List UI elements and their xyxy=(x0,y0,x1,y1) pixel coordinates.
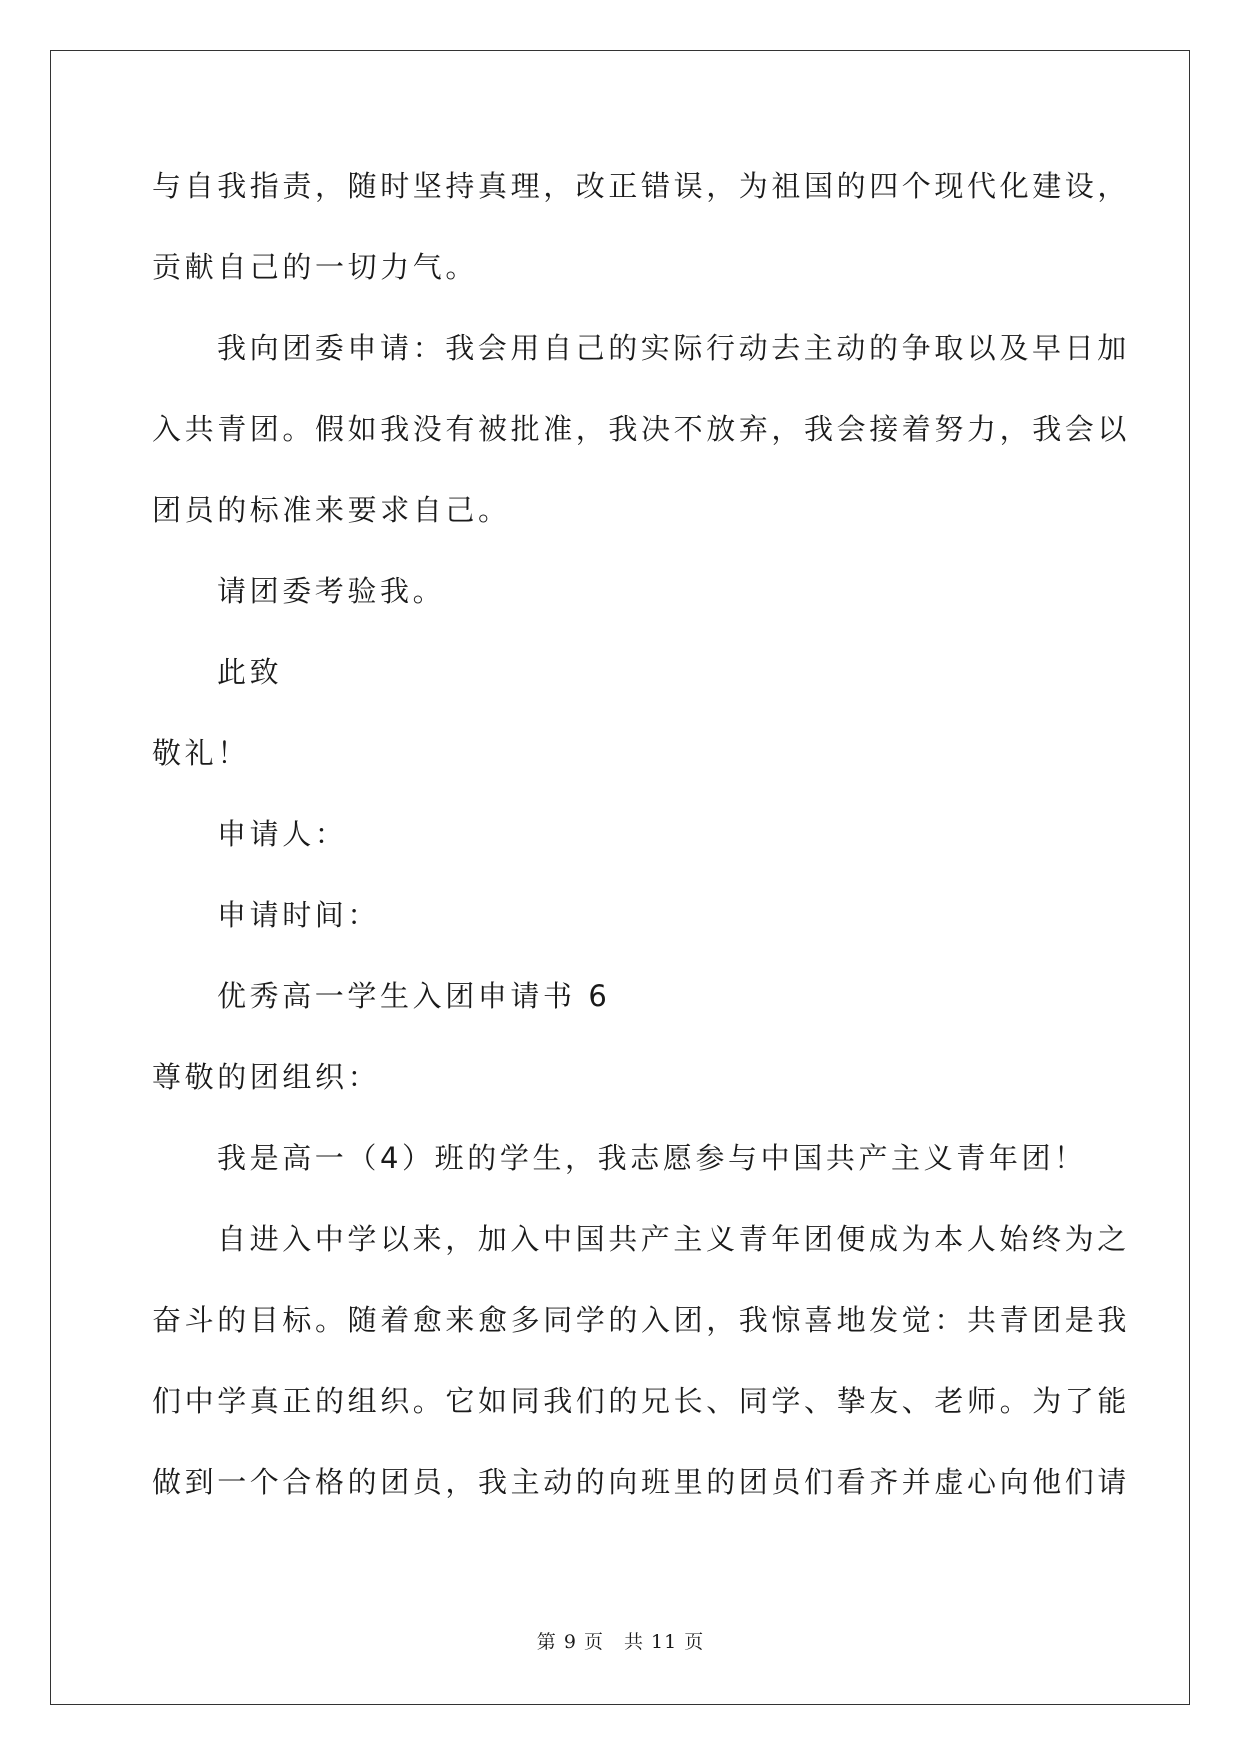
text-line: 奋斗的目标。随着愈来愈多同学的入团，我惊喜地发觉：共青团是我 xyxy=(152,1303,1131,1337)
text-line: 贡献自己的一切力气。 xyxy=(152,250,479,284)
document-body xyxy=(152,146,1131,1523)
text-line: 我是高一（4）班的学生，我志愿参与中国共产主义青年团！ xyxy=(217,1141,1087,1175)
text-line: 优秀高一学生入团申请书 6 xyxy=(217,979,611,1013)
text-line: 此致 xyxy=(217,655,283,689)
text-line: 敬礼！ xyxy=(152,736,250,770)
text-line: 入共青团。假如我没有被批准，我决不放弃，我会接着努力，我会以 xyxy=(152,412,1131,446)
text-line: 团员的标准来要求自己。 xyxy=(152,493,511,527)
text-line: 尊敬的团组织： xyxy=(152,1060,381,1094)
page-footer xyxy=(0,1627,1241,1654)
text-line: 们中学真正的组织。它如同我们的兄长、同学、挚友、老师。为了能 xyxy=(152,1384,1131,1418)
text-line: 申请人： xyxy=(217,817,348,851)
text-line: 我向团委申请：我会用自己的实际行动去主动的争取以及早日加 xyxy=(217,331,1130,365)
page-total: 共 11 页 xyxy=(623,1631,705,1653)
text-line: 请团委考验我。 xyxy=(217,574,446,608)
text-line: 做到一个合格的团员，我主动的向班里的团员们看齐并虚心向他们请 xyxy=(152,1465,1131,1499)
text-line: 自进入中学以来，加入中国共产主义青年团便成为本人始终为之 xyxy=(217,1222,1130,1256)
text-line: 申请时间： xyxy=(217,898,381,932)
page-number: 第 9 页 xyxy=(536,1631,604,1653)
text-line: 与自我指责，随时坚持真理，改正错误，为祖国的四个现代化建设， xyxy=(152,169,1131,203)
